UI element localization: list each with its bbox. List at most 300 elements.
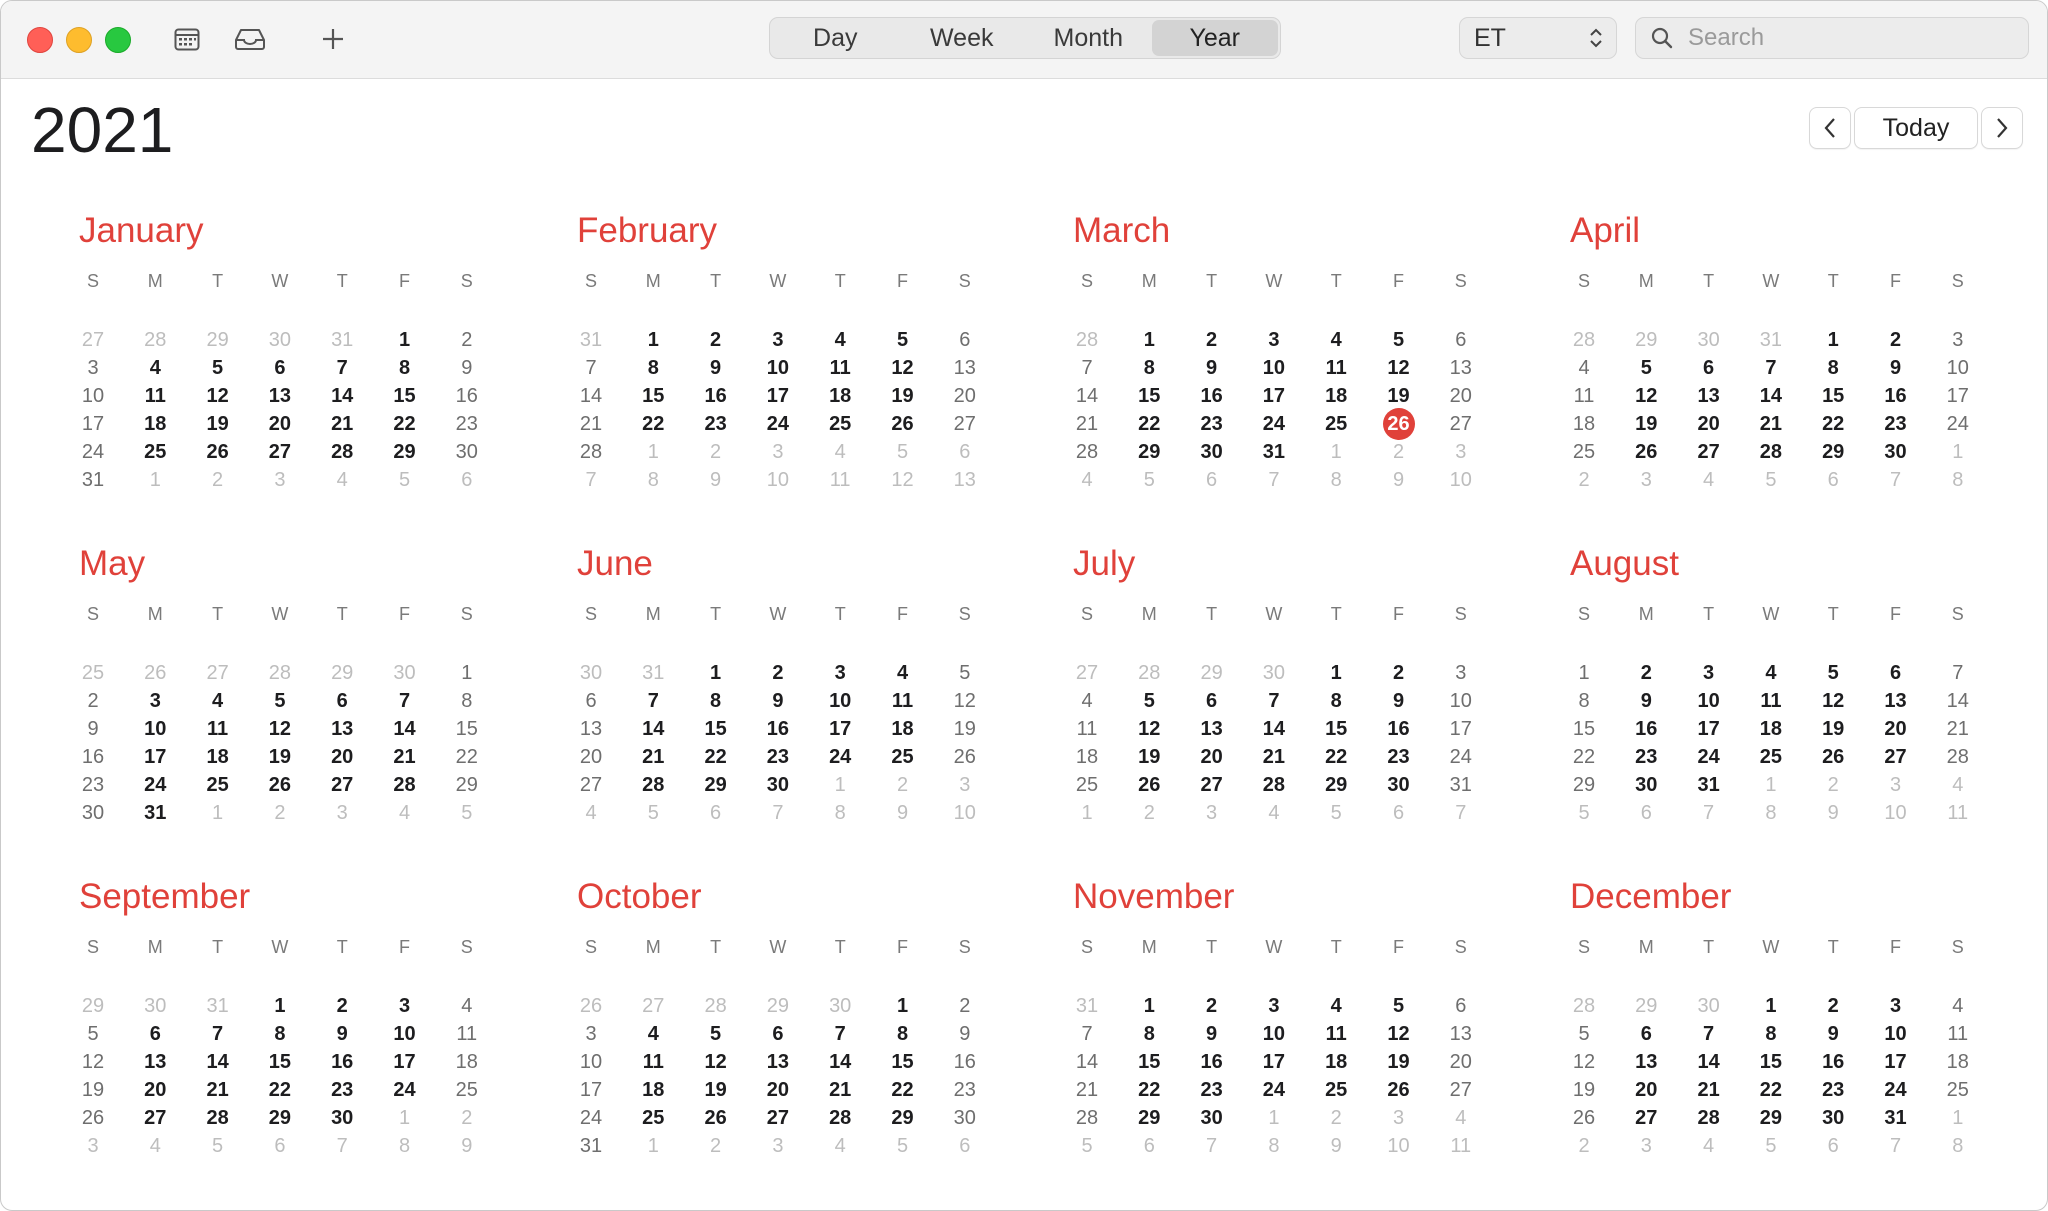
day-cell[interactable]: 28 [206, 1107, 229, 1129]
day-cell[interactable]: 15 [642, 385, 665, 407]
month-july[interactable] [1067, 542, 1487, 862]
day-cell[interactable]: 24 [579, 1107, 603, 1129]
day-cell[interactable]: 17 [1262, 1051, 1286, 1073]
day-cell[interactable]: 14 [1759, 385, 1783, 407]
day-cell[interactable]: 13 [1697, 385, 1720, 407]
day-cell[interactable]: 16 [1200, 385, 1223, 407]
month-name[interactable]: May [79, 544, 146, 583]
day-cell[interactable]: 2 [461, 329, 473, 351]
previous-year-button[interactable] [1809, 107, 1851, 149]
day-cell[interactable]: 12 [268, 718, 292, 740]
day-cell[interactable]: 2 [1640, 662, 1652, 684]
adjacent-month-day-cell[interactable]: 2 [1392, 441, 1405, 463]
month-november[interactable] [1067, 875, 1487, 1195]
day-cell[interactable]: 12 [1572, 1051, 1596, 1073]
day-cell[interactable]: 11 [829, 357, 851, 379]
day-cell[interactable]: 25 [829, 413, 852, 435]
day-cell[interactable]: 15 [268, 1051, 292, 1073]
adjacent-month-day-cell[interactable]: 5 [398, 469, 411, 491]
adjacent-month-day-cell[interactable]: 29 [1635, 995, 1658, 1017]
adjacent-month-day-cell[interactable]: 3 [1640, 469, 1652, 491]
day-cell[interactable]: 1 [1765, 995, 1777, 1017]
adjacent-month-day-cell[interactable]: 5 [461, 802, 473, 824]
day-cell[interactable]: 27 [1449, 413, 1472, 435]
adjacent-month-day-cell[interactable]: 6 [1206, 469, 1218, 491]
day-cell[interactable]: 26 [891, 413, 914, 435]
day-cell[interactable]: 3 [1952, 329, 1964, 351]
day-cell[interactable]: 10 [829, 690, 852, 712]
adjacent-month-day-cell[interactable]: 8 [1952, 1135, 1964, 1157]
day-cell[interactable]: 13 [1449, 357, 1472, 379]
day-cell[interactable]: 17 [393, 1051, 416, 1073]
day-cell[interactable]: 15 [1759, 1051, 1783, 1073]
day-cell[interactable]: 18 [1572, 413, 1596, 435]
day-cell[interactable]: 20 [331, 746, 354, 768]
adjacent-month-day-cell[interactable]: 3 [1889, 774, 1902, 796]
adjacent-month-day-cell[interactable]: 5 [1143, 469, 1155, 491]
day-cell[interactable]: 8 [1578, 690, 1590, 712]
day-cell[interactable]: 31 [1884, 1107, 1907, 1129]
adjacent-month-day-cell[interactable]: 2 [710, 441, 722, 463]
adjacent-month-day-cell[interactable]: 28 [1572, 329, 1596, 351]
day-cell[interactable]: 15 [1138, 385, 1161, 407]
day-cell[interactable]: 17 [144, 746, 167, 768]
day-cell[interactable]: 29 [455, 774, 478, 796]
adjacent-month-day-cell[interactable]: 2 [710, 1135, 722, 1157]
day-cell[interactable]: 19 [1387, 385, 1410, 407]
day-cell[interactable]: 21 [1075, 413, 1099, 435]
day-cell[interactable]: 1 [896, 995, 909, 1017]
day-cell[interactable]: 2 [1827, 995, 1839, 1017]
adjacent-month-day-cell[interactable]: 8 [647, 469, 659, 491]
day-cell[interactable]: 6 [1206, 690, 1218, 712]
day-cell[interactable]: 19 [891, 385, 914, 407]
adjacent-month-day-cell[interactable]: 1 [1081, 802, 1093, 824]
day-cell[interactable]: 31 [81, 469, 105, 491]
day-cell[interactable]: 4 [1952, 995, 1964, 1017]
day-cell[interactable]: 14 [579, 385, 603, 407]
day-cell[interactable]: 15 [1822, 385, 1845, 407]
day-cell[interactable]: 23 [953, 1079, 976, 1101]
adjacent-month-day-cell[interactable]: 7 [1268, 469, 1280, 491]
day-cell[interactable]: 5 [274, 690, 286, 712]
day-cell[interactable]: 1 [647, 329, 659, 351]
day-cell[interactable]: 14 [1946, 690, 1969, 712]
day-cell[interactable]: 12 [953, 690, 976, 712]
day-cell[interactable]: 11 [456, 1023, 478, 1045]
adjacent-month-day-cell[interactable]: 29 [206, 329, 229, 351]
day-cell[interactable]: 31 [1262, 441, 1286, 463]
day-cell[interactable]: 1 [1143, 995, 1155, 1017]
day-cell[interactable]: 9 [1206, 1023, 1218, 1045]
day-cell[interactable]: 4 [1765, 662, 1777, 684]
day-cell[interactable]: 13 [953, 357, 976, 379]
adjacent-month-day-cell[interactable]: 29 [1635, 329, 1658, 351]
day-cell[interactable]: 11 [1947, 1023, 1969, 1045]
day-cell[interactable]: 3 [87, 357, 99, 379]
day-cell[interactable]: 2 [1206, 995, 1218, 1017]
day-cell[interactable]: 29 [891, 1107, 914, 1129]
day-cell[interactable]: 4 [212, 690, 224, 712]
day-cell[interactable]: 13 [766, 1051, 790, 1073]
adjacent-month-day-cell[interactable]: 4 [398, 802, 411, 824]
day-cell[interactable]: 9 [461, 357, 473, 379]
day-cell[interactable]: 30 [1200, 1107, 1223, 1129]
day-cell[interactable]: 10 [1262, 1023, 1286, 1045]
day-cell[interactable]: 1 [274, 995, 286, 1017]
day-cell[interactable]: 8 [1330, 690, 1342, 712]
adjacent-month-day-cell[interactable]: 1 [1330, 441, 1342, 463]
day-cell[interactable]: 4 [1330, 329, 1342, 351]
day-cell[interactable]: 19 [1138, 746, 1161, 768]
day-cell[interactable]: 12 [1387, 357, 1410, 379]
day-cell[interactable]: 5 [87, 1023, 99, 1045]
day-cell[interactable]: 7 [1765, 357, 1777, 379]
day-cell[interactable]: 20 [579, 746, 603, 768]
adjacent-month-day-cell[interactable]: 4 [834, 1135, 846, 1157]
day-cell[interactable]: 23 [704, 413, 727, 435]
day-cell[interactable]: 8 [461, 690, 473, 712]
day-cell[interactable]: 20 [766, 1079, 790, 1101]
day-cell[interactable]: 23 [81, 774, 105, 796]
month-may[interactable] [73, 542, 493, 862]
day-cell[interactable]: 15 [704, 718, 727, 740]
day-cell[interactable]: 29 [1138, 1107, 1161, 1129]
day-cell[interactable]: 11 [1325, 357, 1347, 379]
day-cell[interactable]: 24 [766, 413, 790, 435]
day-cell[interactable]: 17 [829, 718, 852, 740]
adjacent-month-day-cell[interactable]: 4 [1703, 469, 1715, 491]
adjacent-month-day-cell[interactable]: 5 [1765, 1135, 1777, 1157]
month-february[interactable] [571, 209, 991, 529]
adjacent-month-day-cell[interactable]: 27 [81, 329, 105, 351]
day-cell[interactable]: 25 [1325, 413, 1348, 435]
adjacent-month-day-cell[interactable]: 25 [81, 662, 105, 684]
day-cell[interactable]: 18 [455, 1051, 478, 1073]
adjacent-month-day-cell[interactable]: 9 [710, 469, 722, 491]
day-cell[interactable]: 30 [1635, 774, 1658, 796]
day-cell[interactable]: 10 [144, 718, 167, 740]
day-cell[interactable]: 13 [144, 1051, 167, 1073]
day-cell[interactable]: 27 [1635, 1107, 1658, 1129]
adjacent-month-day-cell[interactable]: 9 [1827, 802, 1839, 824]
day-cell[interactable]: 21 [1697, 1079, 1720, 1101]
adjacent-month-day-cell[interactable]: 1 [212, 802, 224, 824]
day-cell[interactable]: 5 [1143, 690, 1155, 712]
day-cell[interactable]: 16 [953, 1051, 976, 1073]
day-cell[interactable]: 19 [1822, 718, 1845, 740]
month-name[interactable]: October [577, 877, 702, 916]
day-cell[interactable]: 3 [1455, 662, 1467, 684]
day-cell[interactable]: 4 [834, 329, 846, 351]
day-cell[interactable]: 8 [398, 357, 411, 379]
day-cell[interactable]: 22 [1138, 1079, 1161, 1101]
day-cell[interactable]: 24 [1884, 1079, 1907, 1101]
day-cell[interactable]: 19 [1387, 1051, 1410, 1073]
day-cell[interactable]: 11 [207, 718, 229, 740]
day-cell[interactable]: 1 [1143, 329, 1155, 351]
adjacent-month-day-cell[interactable]: 2 [274, 802, 286, 824]
adjacent-month-day-cell[interactable]: 4 [834, 441, 846, 463]
day-cell[interactable]: 29 [393, 441, 416, 463]
day-cell[interactable]: 17 [766, 385, 790, 407]
month-december[interactable] [1564, 875, 1984, 1195]
adjacent-month-day-cell[interactable]: 5 [1765, 469, 1777, 491]
day-cell[interactable]: 5 [959, 662, 971, 684]
adjacent-month-day-cell[interactable]: 8 [1952, 469, 1964, 491]
day-cell[interactable]: 13 [331, 718, 354, 740]
day-cell[interactable]: 9 [1640, 690, 1652, 712]
day-cell[interactable]: 18 [1946, 1051, 1969, 1073]
day-cell[interactable]: 27 [331, 774, 354, 796]
day-cell[interactable]: 6 [274, 357, 286, 379]
day-cell[interactable]: 1 [1827, 329, 1839, 351]
day-cell[interactable]: 23 [1884, 413, 1907, 435]
day-cell[interactable]: 11 [642, 1051, 664, 1073]
adjacent-month-day-cell[interactable]: 1 [1765, 774, 1777, 796]
day-cell[interactable]: 12 [206, 385, 229, 407]
adjacent-month-day-cell[interactable]: 28 [144, 329, 167, 351]
day-cell[interactable]: 25 [1325, 1079, 1348, 1101]
adjacent-month-day-cell[interactable]: 29 [766, 995, 790, 1017]
day-cell[interactable]: 12 [891, 357, 914, 379]
adjacent-month-day-cell[interactable]: 1 [398, 1107, 411, 1129]
adjacent-month-day-cell[interactable]: 29 [1200, 662, 1223, 684]
day-cell[interactable]: 9 [710, 357, 722, 379]
day-cell[interactable]: 27 [953, 413, 976, 435]
adjacent-month-day-cell[interactable]: 10 [766, 469, 790, 491]
day-cell[interactable]: 30 [81, 802, 105, 824]
adjacent-month-day-cell[interactable]: 31 [1075, 995, 1099, 1017]
day-cell[interactable]: 8 [647, 357, 659, 379]
adjacent-month-day-cell[interactable]: 5 [896, 1135, 909, 1157]
day-cell[interactable]: 24 [1449, 746, 1472, 768]
day-cell[interactable]: 19 [953, 718, 976, 740]
day-cell[interactable]: 25 [1075, 774, 1099, 796]
adjacent-month-day-cell[interactable]: 1 [1952, 1107, 1964, 1129]
day-cell[interactable]: 22 [1138, 413, 1161, 435]
adjacent-month-day-cell[interactable]: 9 [1392, 469, 1405, 491]
day-cell[interactable]: 2 [1392, 662, 1405, 684]
month-name[interactable]: March [1073, 211, 1171, 250]
adjacent-month-day-cell[interactable]: 3 [772, 441, 784, 463]
day-cell[interactable]: 30 [1200, 441, 1223, 463]
day-cell[interactable]: 16 [455, 385, 478, 407]
adjacent-month-day-cell[interactable]: 3 [1455, 441, 1467, 463]
day-cell[interactable]: 10 [393, 1023, 416, 1045]
day-cell[interactable]: 20 [1449, 1051, 1472, 1073]
month-name[interactable]: January [79, 211, 204, 250]
search-input[interactable] [1686, 23, 2010, 53]
adjacent-month-day-cell[interactable]: 30 [1697, 329, 1720, 351]
day-cell[interactable]: 10 [1946, 357, 1969, 379]
day-cell[interactable]: 16 [1822, 1051, 1845, 1073]
day-cell[interactable]: 30 [331, 1107, 354, 1129]
adjacent-month-day-cell[interactable]: 6 [710, 802, 722, 824]
day-cell[interactable]: 23 [1200, 413, 1223, 435]
day-cell[interactable]: 17 [1697, 718, 1720, 740]
day-cell[interactable]: 17 [81, 413, 105, 435]
day-cell[interactable]: 22 [642, 413, 665, 435]
day-cell[interactable]: 25 [1572, 441, 1596, 463]
day-cell[interactable]: 20 [268, 413, 292, 435]
day-cell[interactable]: 18 [642, 1079, 665, 1101]
adjacent-month-day-cell[interactable]: 5 [896, 441, 909, 463]
day-cell[interactable]: 27 [1884, 746, 1907, 768]
day-cell[interactable]: 5 [1827, 662, 1839, 684]
day-cell[interactable]: 22 [393, 413, 416, 435]
day-cell[interactable]: 23 [1387, 746, 1410, 768]
close-window-button[interactable] [27, 27, 53, 53]
day-cell[interactable]: 23 [455, 413, 478, 435]
adjacent-month-day-cell[interactable]: 8 [834, 802, 846, 824]
day-cell[interactable]: 17 [1449, 718, 1472, 740]
adjacent-month-day-cell[interactable]: 29 [81, 995, 105, 1017]
adjacent-month-day-cell[interactable]: 2 [212, 469, 224, 491]
adjacent-month-day-cell[interactable]: 28 [704, 995, 727, 1017]
day-cell[interactable]: 7 [647, 690, 659, 712]
day-cell[interactable]: 31 [1697, 774, 1720, 796]
day-cell[interactable]: 25 [642, 1107, 665, 1129]
day-cell[interactable]: 7 [212, 1023, 224, 1045]
day-cell[interactable]: 9 [1827, 1023, 1839, 1045]
month-name[interactable]: August [1570, 544, 1679, 583]
adjacent-month-day-cell[interactable]: 3 [772, 1135, 784, 1157]
day-cell[interactable]: 26 [1822, 746, 1845, 768]
adjacent-month-day-cell[interactable]: 5 [1081, 1135, 1093, 1157]
tab-year[interactable]: Year [1152, 20, 1279, 56]
day-cell[interactable]: 3 [1703, 662, 1715, 684]
day-cell[interactable]: 2 [87, 690, 99, 712]
day-cell[interactable]: 2 [772, 662, 784, 684]
day-cell[interactable]: 11 [144, 385, 166, 407]
day-cell[interactable]: 21 [642, 746, 665, 768]
day-cell[interactable]: 28 [393, 774, 416, 796]
adjacent-month-day-cell[interactable]: 2 [1578, 1135, 1590, 1157]
day-cell[interactable]: 1 [398, 329, 411, 351]
month-name[interactable]: November [1073, 877, 1235, 916]
day-cell[interactable]: 9 [1392, 690, 1405, 712]
adjacent-month-day-cell[interactable]: 30 [579, 662, 603, 684]
adjacent-month-day-cell[interactable]: 7 [1889, 1135, 1902, 1157]
adjacent-month-day-cell[interactable]: 31 [642, 662, 665, 684]
day-cell[interactable]: 25 [144, 441, 167, 463]
adjacent-month-day-cell[interactable]: 3 [274, 469, 286, 491]
day-cell[interactable]: 23 [766, 746, 790, 768]
day-cell[interactable]: 22 [704, 746, 727, 768]
day-cell[interactable]: 28 [1262, 774, 1286, 796]
day-cell[interactable]: 27 [144, 1107, 167, 1129]
adjacent-month-day-cell[interactable]: 3 [1392, 1107, 1405, 1129]
day-cell[interactable]: 10 [1262, 357, 1286, 379]
day-cell[interactable]: 25 [891, 746, 914, 768]
day-cell[interactable]: 3 [585, 1023, 597, 1045]
day-cell[interactable]: 22 [1822, 413, 1845, 435]
day-cell[interactable]: 22 [891, 1079, 914, 1101]
day-cell[interactable]: 22 [1759, 1079, 1783, 1101]
day-cell[interactable]: 3 [398, 995, 411, 1017]
adjacent-month-day-cell[interactable]: 1 [834, 774, 846, 796]
day-cell[interactable]: 26 [1138, 774, 1161, 796]
day-cell[interactable]: 19 [704, 1079, 727, 1101]
day-cell[interactable]: 7 [398, 690, 411, 712]
month-august[interactable] [1564, 542, 1984, 862]
day-cell[interactable]: 17 [1946, 385, 1969, 407]
day-cell[interactable]: 11 [1325, 1023, 1347, 1045]
adjacent-month-day-cell[interactable]: 6 [1392, 802, 1405, 824]
day-cell[interactable]: 27 [268, 441, 292, 463]
day-cell[interactable]: 8 [1143, 357, 1155, 379]
adjacent-month-day-cell[interactable]: 8 [398, 1135, 411, 1157]
day-cell[interactable]: 9 [1889, 357, 1902, 379]
day-cell[interactable]: 12 [1387, 1023, 1410, 1045]
adjacent-month-day-cell[interactable]: 30 [829, 995, 852, 1017]
day-cell[interactable]: 27 [766, 1107, 790, 1129]
adjacent-month-day-cell[interactable]: 27 [206, 662, 229, 684]
adjacent-month-day-cell[interactable]: 2 [1143, 802, 1155, 824]
today-day-cell[interactable]: 26 [1387, 413, 1410, 435]
day-cell[interactable]: 9 [87, 718, 99, 740]
tab-month[interactable]: Month [1053, 23, 1123, 52]
day-cell[interactable]: 9 [1206, 357, 1218, 379]
day-cell[interactable]: 12 [1635, 385, 1658, 407]
adjacent-month-day-cell[interactable]: 1 [1952, 441, 1964, 463]
day-cell[interactable]: 21 [1262, 746, 1286, 768]
day-cell[interactable]: 18 [1325, 1051, 1348, 1073]
day-cell[interactable]: 20 [1884, 718, 1907, 740]
today-button[interactable]: Today [1854, 107, 1978, 149]
adjacent-month-day-cell[interactable]: 6 [1640, 802, 1652, 824]
day-cell[interactable]: 8 [710, 690, 722, 712]
day-cell[interactable]: 17 [1262, 385, 1286, 407]
adjacent-month-day-cell[interactable]: 30 [1697, 995, 1720, 1017]
day-cell[interactable]: 4 [149, 357, 161, 379]
day-cell[interactable]: 4 [896, 662, 909, 684]
day-cell[interactable]: 24 [1262, 413, 1286, 435]
day-cell[interactable]: 22 [455, 746, 478, 768]
add-event-button[interactable] [315, 23, 351, 55]
adjacent-month-day-cell[interactable]: 4 [1081, 469, 1093, 491]
day-cell[interactable]: 2 [959, 995, 971, 1017]
day-cell[interactable]: 8 [896, 1023, 909, 1045]
day-cell[interactable]: 11 [1076, 718, 1098, 740]
day-cell[interactable]: 27 [579, 774, 603, 796]
day-cell[interactable]: 6 [959, 329, 971, 351]
day-cell[interactable]: 13 [1200, 718, 1223, 740]
day-cell[interactable]: 15 [455, 718, 478, 740]
adjacent-month-day-cell[interactable]: 9 [896, 802, 909, 824]
day-cell[interactable]: 12 [1138, 718, 1161, 740]
adjacent-month-day-cell[interactable]: 28 [1572, 995, 1596, 1017]
day-cell[interactable]: 28 [829, 1107, 852, 1129]
day-cell[interactable]: 17 [1884, 1051, 1907, 1073]
adjacent-month-day-cell[interactable]: 8 [1268, 1135, 1280, 1157]
day-cell[interactable]: 23 [1200, 1079, 1223, 1101]
day-cell[interactable]: 6 [772, 1023, 784, 1045]
day-cell[interactable]: 28 [642, 774, 665, 796]
adjacent-month-day-cell[interactable]: 7 [1455, 802, 1467, 824]
day-cell[interactable]: 21 [331, 413, 354, 435]
day-cell[interactable]: 6 [1455, 995, 1467, 1017]
day-cell[interactable]: 21 [1759, 413, 1783, 435]
day-cell[interactable]: 18 [829, 385, 852, 407]
day-cell[interactable]: 4 [461, 995, 473, 1017]
adjacent-month-day-cell[interactable]: 6 [959, 441, 971, 463]
day-cell[interactable]: 8 [274, 1023, 286, 1045]
adjacent-month-day-cell[interactable]: 2 [1330, 1107, 1342, 1129]
day-cell[interactable]: 26 [1572, 1107, 1596, 1129]
day-cell[interactable]: 30 [953, 1107, 976, 1129]
